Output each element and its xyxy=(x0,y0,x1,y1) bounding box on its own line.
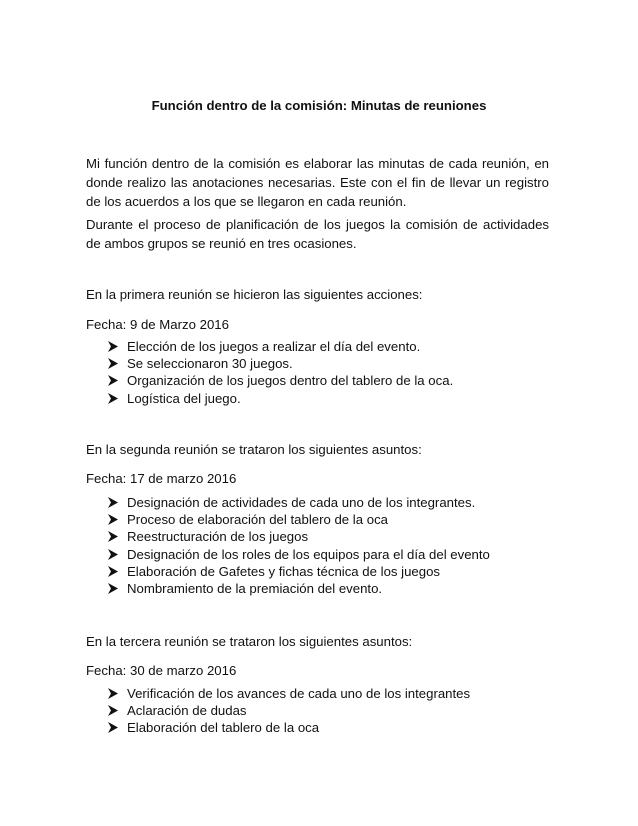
meeting-topic-list xyxy=(108,685,470,737)
list-item xyxy=(108,702,470,719)
list-item-text: Elección de los juegos a realizar el día del evento. xyxy=(127,339,421,354)
list-item-text: Elaboración del tablero de la oca xyxy=(127,720,320,736)
intro-paragraph: Mi función dentro de la comisión es elaborar las minutas de cada reunión, en donde realizo las anotaciones necesarias. Este con el fin de llevar un registro de los acuerdos a los que se llegaron en cada reunión. xyxy=(86,156,549,209)
arrowhead-bullet-icon xyxy=(108,372,120,389)
list-item xyxy=(108,546,490,563)
list-item xyxy=(108,494,490,511)
arrowhead-bullet-icon xyxy=(108,338,120,355)
list-item-text: Reestructuración de los juegos xyxy=(127,529,309,545)
meeting-heading: En la primera reunión se hicieron las siguientes acciones: xyxy=(86,287,423,302)
arrowhead-bullet-icon xyxy=(108,546,120,563)
list-item xyxy=(108,528,490,545)
list-item xyxy=(108,390,453,407)
arrowhead-bullet-icon xyxy=(108,528,120,545)
arrowhead-bullet-icon xyxy=(108,702,120,719)
arrowhead-bullet-icon xyxy=(108,494,120,511)
list-item xyxy=(108,355,453,372)
arrowhead-bullet-icon xyxy=(108,355,120,372)
list-item xyxy=(108,580,490,597)
list-item xyxy=(108,563,490,580)
list-item-text: Elaboración de Gafetes y fichas técnica de los juegos xyxy=(127,563,441,579)
arrowhead-bullet-icon xyxy=(108,390,120,407)
list-item-text: Verificación de los avances de cada uno de los integrantes xyxy=(127,686,471,701)
meeting-date: Fecha: 30 de marzo 2016 xyxy=(86,663,237,678)
list-item-text: Logística del juego. xyxy=(127,390,241,406)
arrowhead-bullet-icon xyxy=(108,719,120,736)
meeting-action-list xyxy=(108,338,453,407)
meeting-heading: En la segunda reunión se trataron los siguientes asuntos: xyxy=(86,442,422,457)
arrowhead-bullet-icon xyxy=(108,580,120,597)
list-item xyxy=(108,338,453,355)
intro-paragraph: Durante el proceso de planificación de los juegos la comisión de actividades de ambos grupos se reunió en tres ocasiones. xyxy=(86,217,549,251)
list-item xyxy=(108,511,490,528)
list-item xyxy=(108,719,470,736)
list-item-text: Se seleccionaron 30 juegos. xyxy=(127,356,293,372)
arrowhead-bullet-icon xyxy=(108,563,120,580)
list-item-text: Designación de actividades de cada uno de los integrantes. xyxy=(127,495,476,510)
list-item-text: Designación de los roles de los equipos para el día del evento xyxy=(127,546,490,562)
list-item-text: Nombramiento de la premiación del evento. xyxy=(127,580,383,596)
list-item xyxy=(108,372,453,389)
meeting-date: Fecha: 17 de marzo 2016 xyxy=(86,471,237,486)
arrowhead-bullet-icon xyxy=(108,511,120,528)
list-item-text: Aclaración de dudas xyxy=(127,703,247,719)
meeting-topic-list xyxy=(108,494,490,597)
list-item-text: Proceso de elaboración del tablero de la oca xyxy=(127,512,388,528)
meeting-date: Fecha: 9 de Marzo 2016 xyxy=(86,317,229,332)
list-item-text: Organización de los juegos dentro del tablero de la oca. xyxy=(127,373,454,389)
meeting-heading: En la tercera reunión se trataron los siguientes asuntos: xyxy=(86,634,413,649)
arrowhead-bullet-icon xyxy=(108,685,120,702)
document-title: Función dentro de la comisión: Minutas de reuniones xyxy=(151,98,487,113)
list-item xyxy=(108,685,470,702)
